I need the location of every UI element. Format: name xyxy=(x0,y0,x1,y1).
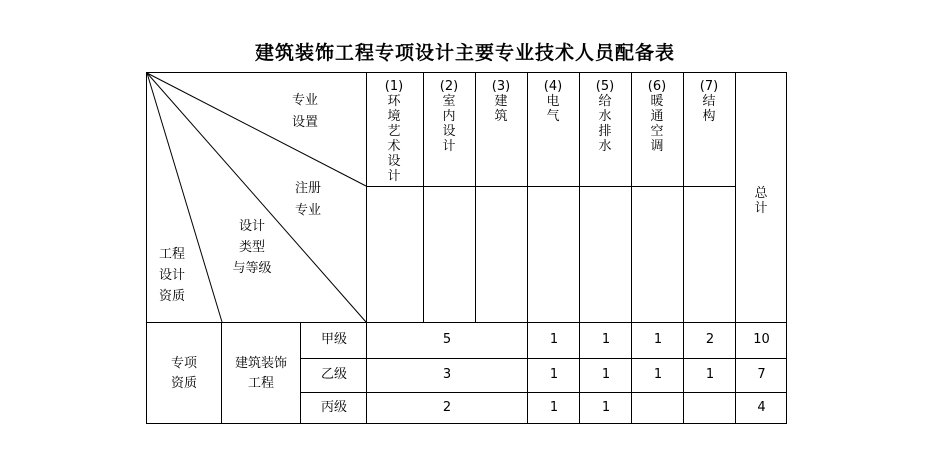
grade-a-electrical: 1 xyxy=(549,332,559,347)
grade-c-plumbing: 1 xyxy=(601,400,611,415)
corner-label-design-type: 设计 类型 与等级 xyxy=(232,219,272,276)
column-header-total: 总计 xyxy=(754,186,768,216)
grade-a-hvac: 1 xyxy=(653,332,663,347)
corner-label-qualification: 工程 设计 资质 xyxy=(158,247,185,304)
grade-c-hvac xyxy=(632,400,684,416)
corner-label-registered: 注册 专业 xyxy=(294,181,321,218)
grade-a-label: 甲级 xyxy=(320,332,347,347)
grade-b-combined: 3 xyxy=(442,367,452,382)
grade-c-combined: 2 xyxy=(442,400,452,415)
grade-c-label: 丙级 xyxy=(320,400,347,415)
grade-a-total: 10 xyxy=(753,332,770,347)
grade-b-total: 7 xyxy=(757,367,766,382)
grade-b-plumbing: 1 xyxy=(601,367,611,382)
grade-a-combined: 5 xyxy=(442,332,452,347)
grade-b-electrical: 1 xyxy=(549,367,559,382)
grade-b-label: 乙级 xyxy=(320,367,347,382)
grade-a-plumbing: 1 xyxy=(601,332,611,347)
grade-b-hvac: 1 xyxy=(653,367,663,382)
row-category-label: 专项 资质 xyxy=(170,356,197,391)
grade-b-structure: 1 xyxy=(705,367,715,382)
row-type-label: 建筑装饰 工程 xyxy=(234,356,287,391)
table-title: 建筑装饰工程专项设计主要专业技术人员配备表 xyxy=(254,42,675,64)
corner-label-setting: 专业 设置 xyxy=(291,93,318,130)
grade-c-structure xyxy=(684,400,736,416)
grade-a-structure: 2 xyxy=(705,332,715,347)
grade-c-total: 4 xyxy=(757,400,766,415)
grade-c-electrical: 1 xyxy=(549,400,559,415)
